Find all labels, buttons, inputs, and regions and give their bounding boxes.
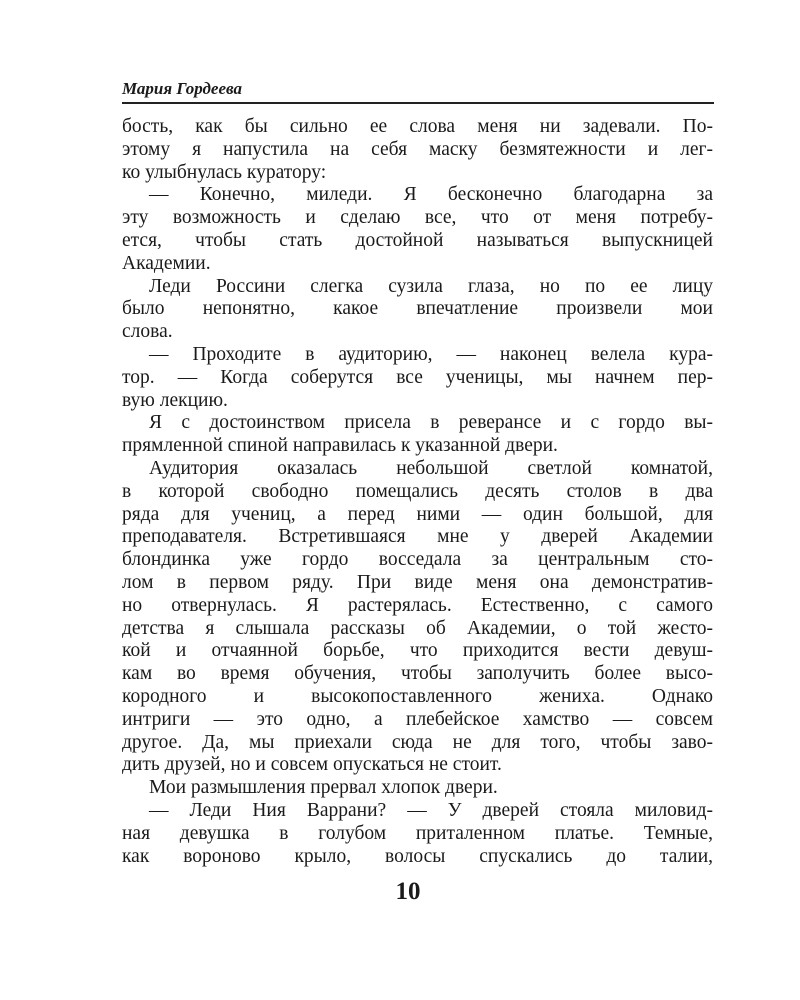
text-line: — Леди Ния Варрани? — У дверей стояла миловид- xyxy=(149,799,713,821)
text-line: другое. Да, мы приехали сюда не для того, чтобы заво- xyxy=(122,731,713,753)
text-line: вую лекцию. xyxy=(122,389,228,411)
text-line: ется, чтобы стать достойной называться выпускницей xyxy=(122,229,713,251)
text-line: Мои размышления прервал хлопок двери. xyxy=(149,777,498,799)
text-line: бость, как бы сильно ее слова меня ни задевали. По- xyxy=(122,116,713,137)
text-line: кородного и высокопоставленного жениха. Однако xyxy=(122,685,713,707)
text-line: слова. xyxy=(122,321,173,343)
text-line: интриги — это одно, а плебейское хамство — совсем xyxy=(122,708,713,730)
text-line: Аудитория оказалась небольшой светлой комнатой, xyxy=(149,457,713,479)
page-number: 10 xyxy=(395,878,421,905)
text-line: блондинка уже гордо восседала за центральным сто- xyxy=(122,549,713,571)
text-line: — Проходите в аудиторию, — наконец велела кура- xyxy=(149,343,713,365)
paragraph xyxy=(122,412,713,458)
text-line: ко улыбнулась куратору: xyxy=(122,161,327,183)
text-line: в которой свободно помещались десять столов в два xyxy=(122,480,713,502)
text-line: ная девушка в голубом приталенном платье. Темные, xyxy=(122,822,713,844)
paragraph xyxy=(122,458,713,777)
page-body-text xyxy=(122,116,713,868)
header-rule xyxy=(122,102,714,104)
text-line: эту возможность и сделаю все, что от меня потребу- xyxy=(122,207,713,229)
text-line: — Конечно, миледи. Я бесконечно благодарна за xyxy=(149,184,713,206)
text-line: этому я напустила на себя маску безмятежности и лег- xyxy=(122,138,713,160)
text-line: как вороново крыло, волосы спускались до талии, xyxy=(122,845,713,867)
paragraph xyxy=(122,800,713,868)
paragraph xyxy=(122,184,713,275)
text-line: дить друзей, но и совсем опускаться не стоит. xyxy=(122,754,502,776)
author-name: Мария Гордеева xyxy=(122,79,243,98)
text-line: Я с достоинством присела в реверансе и с гордо вы- xyxy=(149,412,713,434)
text-line: кам во время обучения, чтобы заполучить более высо- xyxy=(122,663,713,685)
text-line: Леди Россини слегка сузила глаза, но по ее лицу xyxy=(149,275,713,297)
paragraph xyxy=(122,116,713,184)
text-line: тор. — Когда соберутся все ученицы, мы начнем пер- xyxy=(122,366,713,388)
paragraph xyxy=(122,276,713,344)
text-line: ряда для учениц, а перед ними — один большой, для xyxy=(122,503,713,525)
paragraph xyxy=(122,777,713,800)
text-line: лом в первом ряду. При виде меня она демонстратив- xyxy=(122,571,713,593)
text-line: преподавателя. Встретившаяся мне у дверей Академии xyxy=(122,526,713,548)
running-header xyxy=(122,78,713,100)
text-line: кой и отчаянной борьбе, что приходится вести девуш- xyxy=(122,640,713,662)
text-line: детства я слышала рассказы об Академии, о той жесто- xyxy=(122,617,713,639)
text-line: Академии. xyxy=(122,252,211,274)
text-line: но отвернулась. Я растерялась. Естественно, с самого xyxy=(122,594,713,616)
text-line: было непонятно, какое впечатление произвели мои xyxy=(122,298,713,320)
text-line: прямленной спиной направилась к указанной двери. xyxy=(122,435,558,457)
paragraph xyxy=(122,344,713,412)
